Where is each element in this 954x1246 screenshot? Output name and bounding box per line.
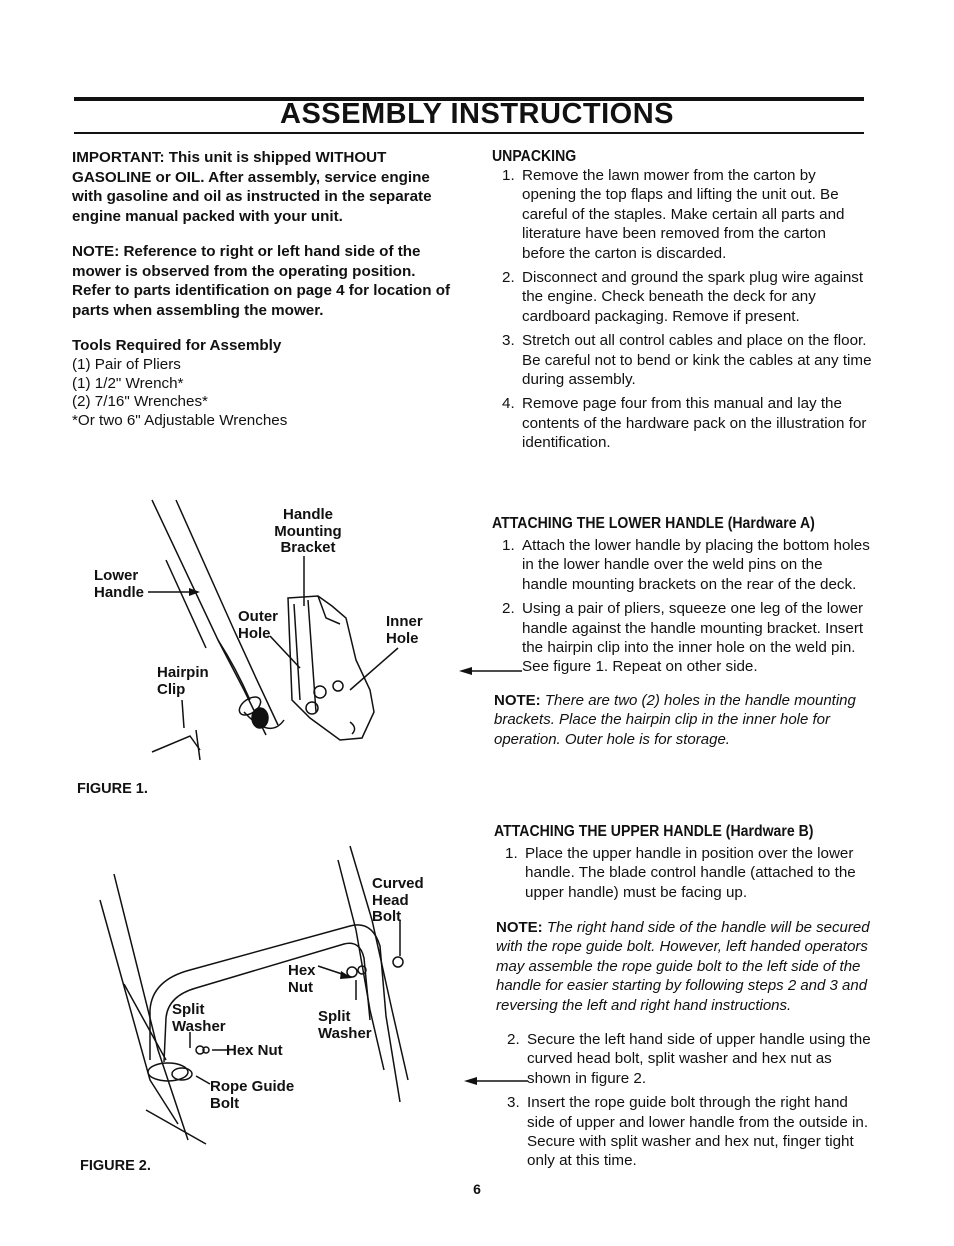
unpacking-heading: UNPACKING <box>492 148 577 165</box>
label-split-washer-right: Split Washer <box>318 1008 372 1042</box>
label-inner-hole: Inner Hole <box>386 613 423 647</box>
header-bottom-rule <box>74 132 864 134</box>
lower-handle-note: NOTE: There are two (2) holes in the handle mounting brackets. Place the hairpin clip in the inner hole for operation. Outer hole is for storage. <box>494 692 856 748</box>
figure1-caption: FIGURE 1. <box>77 781 148 797</box>
list-item: 2. Using a pair of pliers, squeeze one leg of the lower handle against the handle mounting bracket. Insert the hairpin clip into the inner hole on the weld pin. See figure 1. Repeat on other side. <box>502 600 864 676</box>
label-curved-head-bolt: Curved Head Bolt <box>372 875 424 925</box>
label-outer-hole: Outer Hole <box>238 608 279 642</box>
list-item: 1. Place the upper handle in position over the lower handle. The blade control handle (attached to the upper handle) must be facing up. <box>505 845 856 901</box>
unpacking-steps <box>494 166 872 458</box>
tools-heading: Tools Required for Assembly <box>72 337 282 354</box>
label-hex-nut-left: Hex Nut <box>226 1042 283 1059</box>
upper-handle-heading: ATTACHING THE UPPER HANDLE (Hardware B) <box>494 823 814 840</box>
important-paragraph: IMPORTANT: This unit is shipped WITHOUT GASOLINE or OIL. After assembly, service engine with gasoline and oil as instructed in the separate engine manual packed with your unit. <box>72 149 432 225</box>
label-split-washer-left: Split Washer <box>172 1001 226 1035</box>
list-item: 1. Attach the lower handle by placing the bottom holes in the lower handle over the weld pins on the handle mounting brackets on the rear of the deck. <box>502 537 870 593</box>
label-handle-mounting-bracket: Handle Mounting Bracket <box>274 506 342 556</box>
figure2-caption: FIGURE 2. <box>80 1158 151 1174</box>
tool-item: (2) 7/16" Wrenches* <box>72 393 208 411</box>
label-rope-guide-bolt: Rope Guide Bolt <box>210 1078 295 1112</box>
upper-handle-steps-continued <box>499 1030 877 1176</box>
tools-section <box>72 337 452 431</box>
label-hairpin-clip: Hairpin Clip <box>157 664 209 698</box>
list-item: 2. Disconnect and ground the spark plug wire against the engine. Check beneath the deck for any cardboard packaging. Remove if present. <box>502 269 864 325</box>
tool-item: (1) 1/2" Wrench* <box>72 374 184 392</box>
upper-handle-note: NOTE: The right hand side of the handle will be secured with the rope guide bolt. However, left handed operators may assemble the rope guide bolt to the left side of the handle for easier starting by following steps 2 and 3 and reversing the left and right hand instructions. <box>496 919 870 1014</box>
page-number: 6 <box>473 1181 481 1197</box>
list-item: 2. Secure the left hand side of upper handle using the curved head bolt, split washer and hex nut as shown in figure 2. <box>507 1031 871 1087</box>
tool-item: (1) Pair of Pliers <box>72 355 181 373</box>
list-item: 3. Insert the rope guide bolt through the right hand side of upper and lower handle from the outside in. Secure with split washer and hex nut, finger tight only at this time. <box>507 1094 869 1170</box>
lower-handle-heading: ATTACHING THE LOWER HANDLE (Hardware A) <box>492 515 815 532</box>
tool-footnote: *Or two 6" Adjustable Wrenches <box>72 412 288 430</box>
list-item: 3. Stretch out all control cables and place on the floor. Be careful not to bend or kink the cables at any time during assembly. <box>502 332 872 389</box>
lower-handle-steps <box>494 536 872 682</box>
list-item: 1. Remove the lawn mower from the carton by opening the top flaps and lifting the unit out. Be careful of the staples. Make certain all parts and literature have been removed from the carton before the carton is discarded. <box>502 167 845 262</box>
orientation-note: NOTE: Reference to right or left hand side of the mower is observed from the operating position. Refer to parts identification on page 4 for location of parts when assembling the mower. <box>72 243 451 319</box>
list-item: 4. Remove page four from this manual and lay the contents of the hardware pack on the illustration for identification. <box>502 395 867 452</box>
upper-handle-steps <box>497 844 875 907</box>
label-lower-handle: Lower Handle <box>94 567 145 601</box>
page-title: ASSEMBLY INSTRUCTIONS <box>280 98 674 130</box>
label-hex-nut-right: Hex Nut <box>288 962 316 996</box>
